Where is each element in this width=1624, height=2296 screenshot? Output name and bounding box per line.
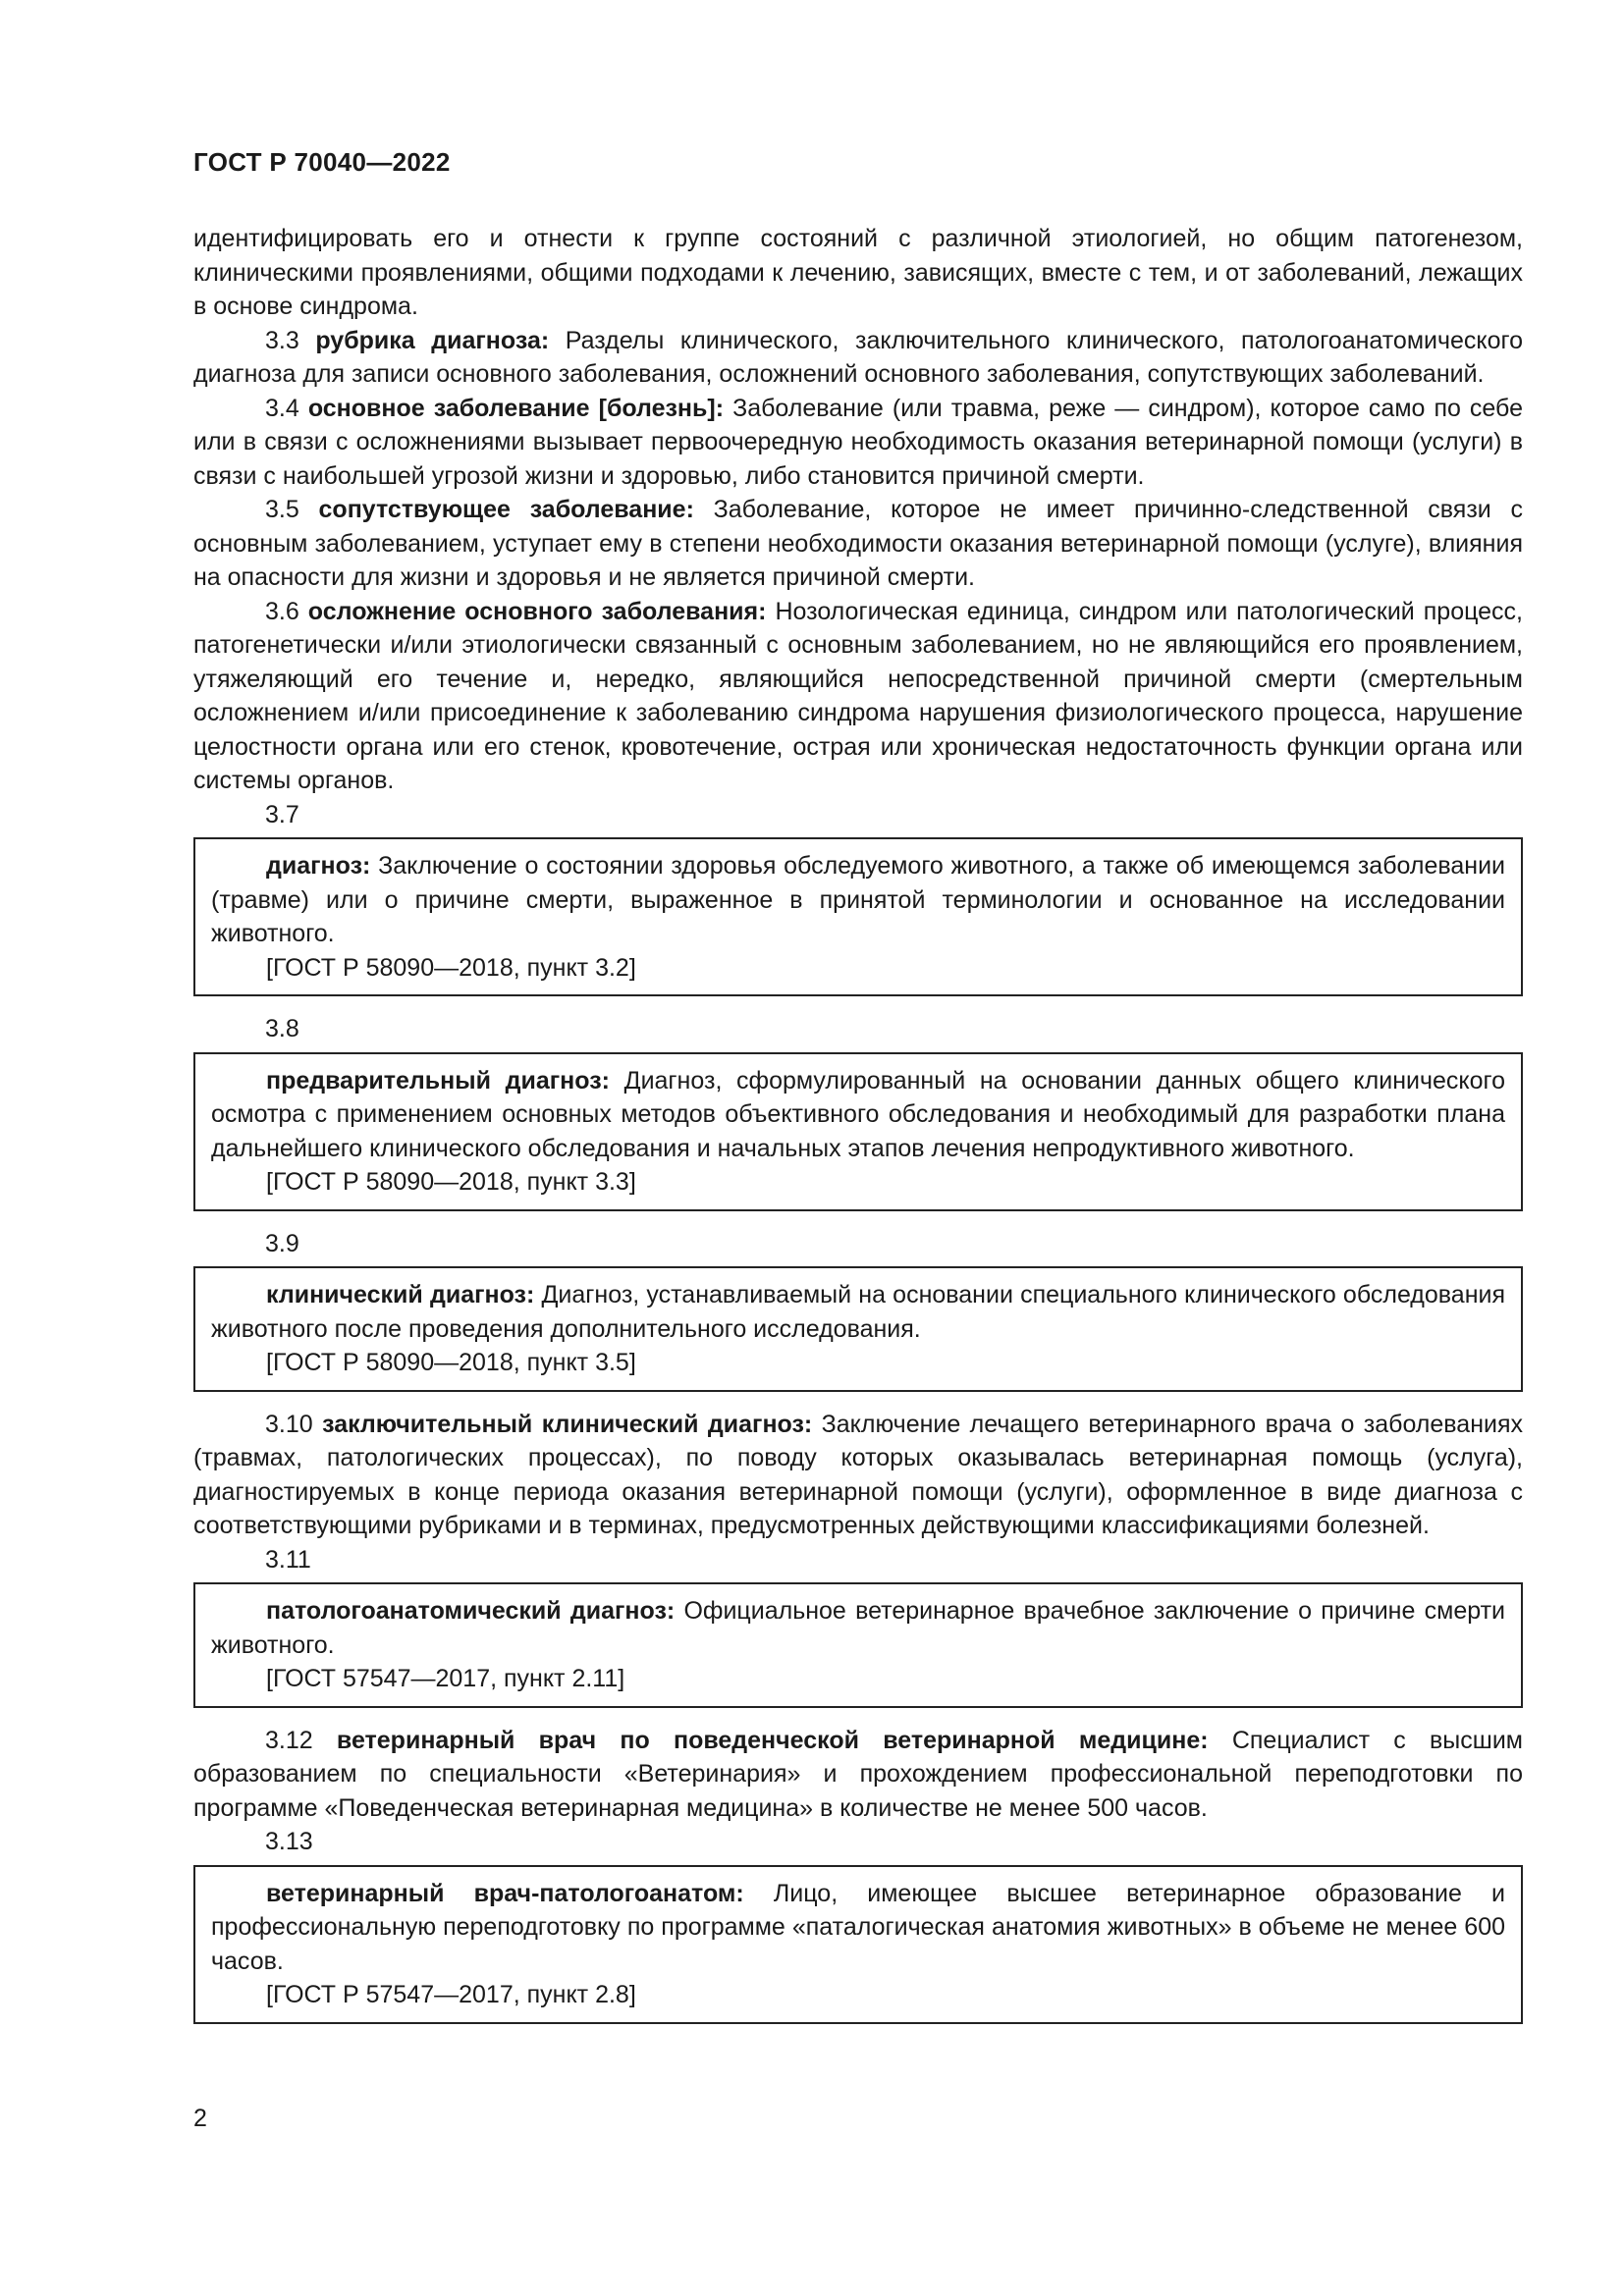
item-number-3-13: 3.13 <box>265 1828 313 1855</box>
item-number: 3.5 <box>265 496 299 523</box>
term: рубрика диагноза: <box>315 326 550 354</box>
definition-3-3 <box>193 324 1523 392</box>
definition-text: Разделы клинического, заключительного клинического, патологоанатомического диагноза для записи основного заболевания, осложнений основного заболевания, сопутствующих заболеваний. <box>193 326 1524 388</box>
definition-3-4 <box>193 392 1523 494</box>
definition-3-12 <box>193 1724 1523 1826</box>
document-body <box>193 222 1523 2040</box>
term: ветеринарный врач-патологоанатом: <box>266 1879 744 1907</box>
document-header: ГОСТ Р 70040—2022 <box>193 147 451 177</box>
page-number: 2 <box>193 2105 207 2132</box>
definition-text: Диагноз, устанавливаемый на основании специального клинического обследования животного после проведения дополнительного исследования. <box>211 1281 1506 1343</box>
quoted-definition-box-3-8 <box>193 1052 1523 1211</box>
source-reference: [ГОСТ Р 58090—2018, пункт 3.3] <box>266 1168 636 1196</box>
term: осложнение основного заболевания: <box>307 597 767 625</box>
definition-text: Заключение о состоянии здоровья обследуемого животного, а также об имеющемся заболевании (травме) или о причине смерти, выраженное в принятой терминологии и основанное на исследовании животного. <box>211 852 1505 947</box>
quoted-definition <box>211 1594 1505 1662</box>
definition-3-10 <box>193 1408 1523 1543</box>
term: диагноз: <box>266 852 371 880</box>
term: клинический диагноз: <box>266 1281 535 1308</box>
item-number-3-8: 3.8 <box>265 1015 299 1042</box>
term: ветеринарный врач по поведенческой ветеринарной медицине: <box>336 1726 1209 1754</box>
quoted-definition-box-3-11 <box>193 1582 1523 1708</box>
term: сопутствующее заболевание: <box>318 496 694 523</box>
source-reference: [ГОСТ 57547—2017, пункт 2.11] <box>266 1665 625 1692</box>
term: предварительный диагноз: <box>266 1066 610 1095</box>
definition-text: Лицо, имеющее высшее ветеринарное образование и профессиональную переподготовку по программе «паталогическая анатомия животных» в объеме не менее 600 часов. <box>211 1879 1505 1975</box>
definition-text: Заболевание, которое не имеет причинно-следственной связи с основным заболеванием, уступает ему в степени необходимости оказания ветеринарной помощи (услуге), влияния на опасности для жизни и здоровья и не является причиной смерти. <box>193 496 1524 591</box>
item-number-3-7: 3.7 <box>265 800 299 828</box>
definition-text: Официальное ветеринарное врачебное заключение о причине смерти животного. <box>211 1597 1505 1659</box>
quoted-definition <box>211 1278 1505 1346</box>
item-number: 3.3 <box>265 326 299 354</box>
definition-3-6 <box>193 595 1523 798</box>
item-number: 3.10 <box>265 1410 313 1438</box>
definition-text: Нозологическая единица, синдром или патологический процесс, патогенетически и/или этиологически связанный с основным заболеванием, но не являющийся его проявлением, утяжеляющий его течение и, нередко, являющийся непосредственной причиной смерти (смертельным осложнением и/или присоединение к заболеванию синдрома нарушения физиологического процесса, нарушение целостности органа или его стенок, кровотечение, острая или хроническая недостаточность функции органа или системы органов. <box>193 597 1523 794</box>
quoted-definition-box-3-13 <box>193 1865 1523 2024</box>
item-number: 3.12 <box>265 1726 313 1754</box>
term: основное заболевание [болезнь]: <box>307 394 725 422</box>
term: заключительный клинический диагноз: <box>322 1410 813 1438</box>
source-reference: [ГОСТ Р 58090—2018, пункт 3.2] <box>266 953 636 982</box>
item-number-3-9: 3.9 <box>265 1229 299 1257</box>
definition-text: Заключение лечащего ветеринарного врача о заболеваниях (травмах, патологических процессах), по поводу которых оказывалась ветеринарная помощь (услуга), диагностируемых в конце периода оказания ветеринарной помощи (услуги), оформленное в виде диагноза с соответствующими рубриками и в терминах, предусмотренных действующими классификациями болезней. <box>193 1410 1524 1539</box>
definition-text: Специалист с высшим образованием по специальности «Ветеринария» и прохождением профессиональной переподготовки по программе «Поведенческая ветеринарная медицина» в количестве не менее 500 часов. <box>193 1726 1523 1822</box>
definition-3-5 <box>193 493 1523 595</box>
item-number: 3.4 <box>265 394 299 422</box>
intro-paragraph: идентифицировать его и отнести к группе состояний с различной этиологией, но общим патогенезом, клиническими проявлениями, общими подходами к лечению, зависящих, вместе с тем, и от заболеваний, лежащих в основе синдрома. <box>193 225 1523 320</box>
quoted-definition <box>211 849 1505 951</box>
term: патологоанатомический диагноз: <box>266 1597 676 1625</box>
source-reference: [ГОСТ Р 57547—2017, пункт 2.8] <box>266 1981 636 2008</box>
source-reference: [ГОСТ Р 58090—2018, пункт 3.5] <box>266 1349 636 1376</box>
quoted-definition-box-3-9 <box>193 1266 1523 1392</box>
quoted-definition <box>211 1877 1505 1979</box>
definition-text: Заболевание (или травма, реже — синдром), которое само по себе или в связи с осложнениями вызывает первоочередную необходимость оказания ветеринарной помощи (услуги) в связи с наибольшей угрозой жизни и здоровью, либо становится причиной смерти. <box>193 394 1524 490</box>
quoted-definition <box>211 1064 1505 1166</box>
quoted-definition-box-3-7 <box>193 837 1523 996</box>
item-number-3-11: 3.11 <box>265 1545 311 1574</box>
item-number: 3.6 <box>265 597 299 625</box>
definition-text: Диагноз, сформулированный на основании данных общего клинического осмотра с применением основных методов объективного обследования и необходимый для разработки плана дальнейшего клинического обследования и начальных этапов лечения непродуктивного животного. <box>211 1066 1505 1162</box>
